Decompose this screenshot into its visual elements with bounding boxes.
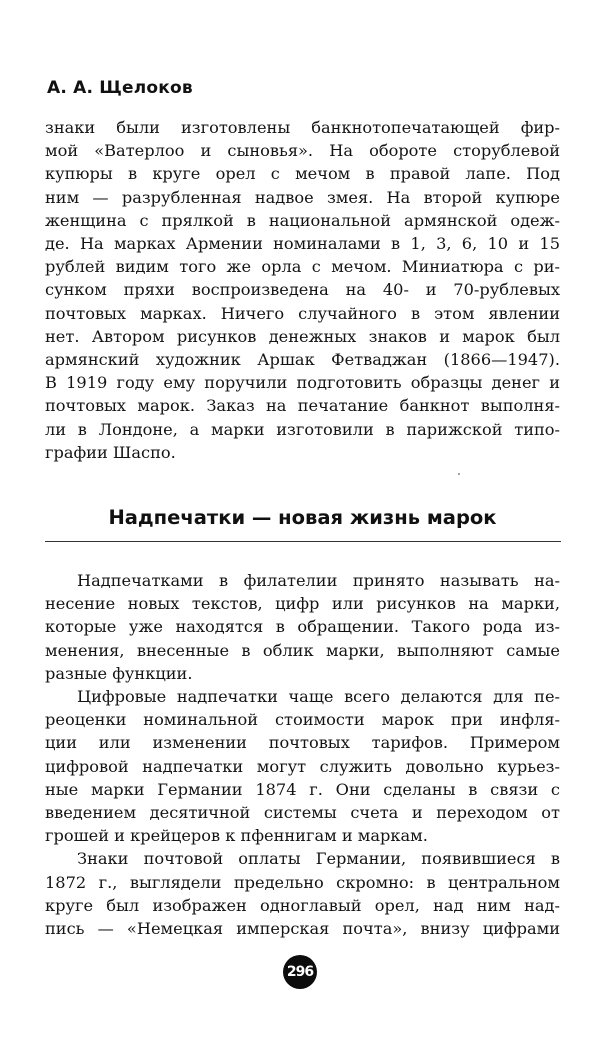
print-speck — [458, 473, 460, 475]
text-line: грошей и крейцеров к пфеннигам и маркам. — [45, 826, 428, 846]
text-line: круге был изображен одноглавый орел, над ним над- — [45, 895, 560, 915]
text-line: несение новых текстов, цифр или рисунков на марки, — [45, 594, 560, 614]
text-line: которые уже находятся в обращении. Такого рода из- — [45, 617, 560, 637]
text-line: ли в Лондоне, а марки изготовили в парижской типо- — [45, 419, 560, 439]
page-number-badge: 296 — [283, 955, 317, 989]
section-heading: Надпечатки — новая жизнь марок — [108, 506, 497, 529]
text-line: В 1919 году ему поручили подготовить образцы денег и — [45, 373, 560, 393]
text-line: менения, внесенные в облик марки, выполняют самые — [45, 640, 560, 660]
text-line: Знаки почтовой оплаты Германии, появившиеся в — [77, 849, 560, 869]
text-line: разные функции. — [45, 663, 193, 683]
text-line: мой «Ватерлоо и сыновья». На обороте сторублевой — [45, 141, 560, 161]
text-line: 1872 г., выглядели предельно скромно: в центральном — [45, 872, 560, 892]
text-line: графии Шаспо. — [45, 442, 176, 462]
paragraph-continued — [45, 116, 560, 464]
text-line: армянский художник Аршак Фетваджан (1866—1947). — [45, 350, 560, 370]
text-line: ции или изменении почтовых тарифов. Примером — [45, 733, 560, 753]
text-line: сунком пряхи воспроизведена на 40- и 70-рублевых — [45, 280, 560, 300]
text-line: почтовых марок. Заказ на печатание банкнот выполня- — [45, 396, 560, 416]
text-line: реоценки номинальной стоимости марок при инфля- — [45, 710, 560, 730]
text-line: знаки были изготовлены банкнотопечатающей фир- — [45, 118, 560, 137]
text-line: де. На марках Армении номиналами в 1, 3, 6, 10 и 15 — [45, 234, 560, 254]
text-line: почтовых марках. Ничего случайного в этом явлении — [45, 303, 560, 323]
text-line: Надпечатками в филателии принято называть на- — [77, 571, 560, 590]
text-line: ные марки Германии 1874 г. Они сделаны в связи с — [45, 779, 560, 799]
text-line: Цифровые надпечатки чаще всего делаются для пе- — [77, 687, 560, 707]
text-line: купюры в круге орел с мечом в правой лапе. Под — [45, 164, 560, 184]
running-head-author: А. А. Щелоков — [47, 78, 193, 98]
text-line: пись — «Немецкая имперская почта», внизу цифрами — [45, 919, 560, 939]
text-line: нет. Автором рисунков денежных знаков и марок был — [45, 326, 560, 346]
section-body — [45, 569, 560, 940]
text-line: введением десятичной системы счета и переходом от — [45, 803, 560, 823]
text-line: женщина с прялкой в национальной армянской одеж- — [45, 210, 560, 230]
text-line: цифровой надпечатки могут служить довольно курьез- — [45, 756, 560, 776]
section-divider — [45, 541, 561, 542]
text-line: рублей видим того же орла с мечом. Миниатюра с ри- — [45, 257, 560, 277]
text-line: ним — разрубленная надвое змея. На второй купюре — [45, 187, 560, 207]
